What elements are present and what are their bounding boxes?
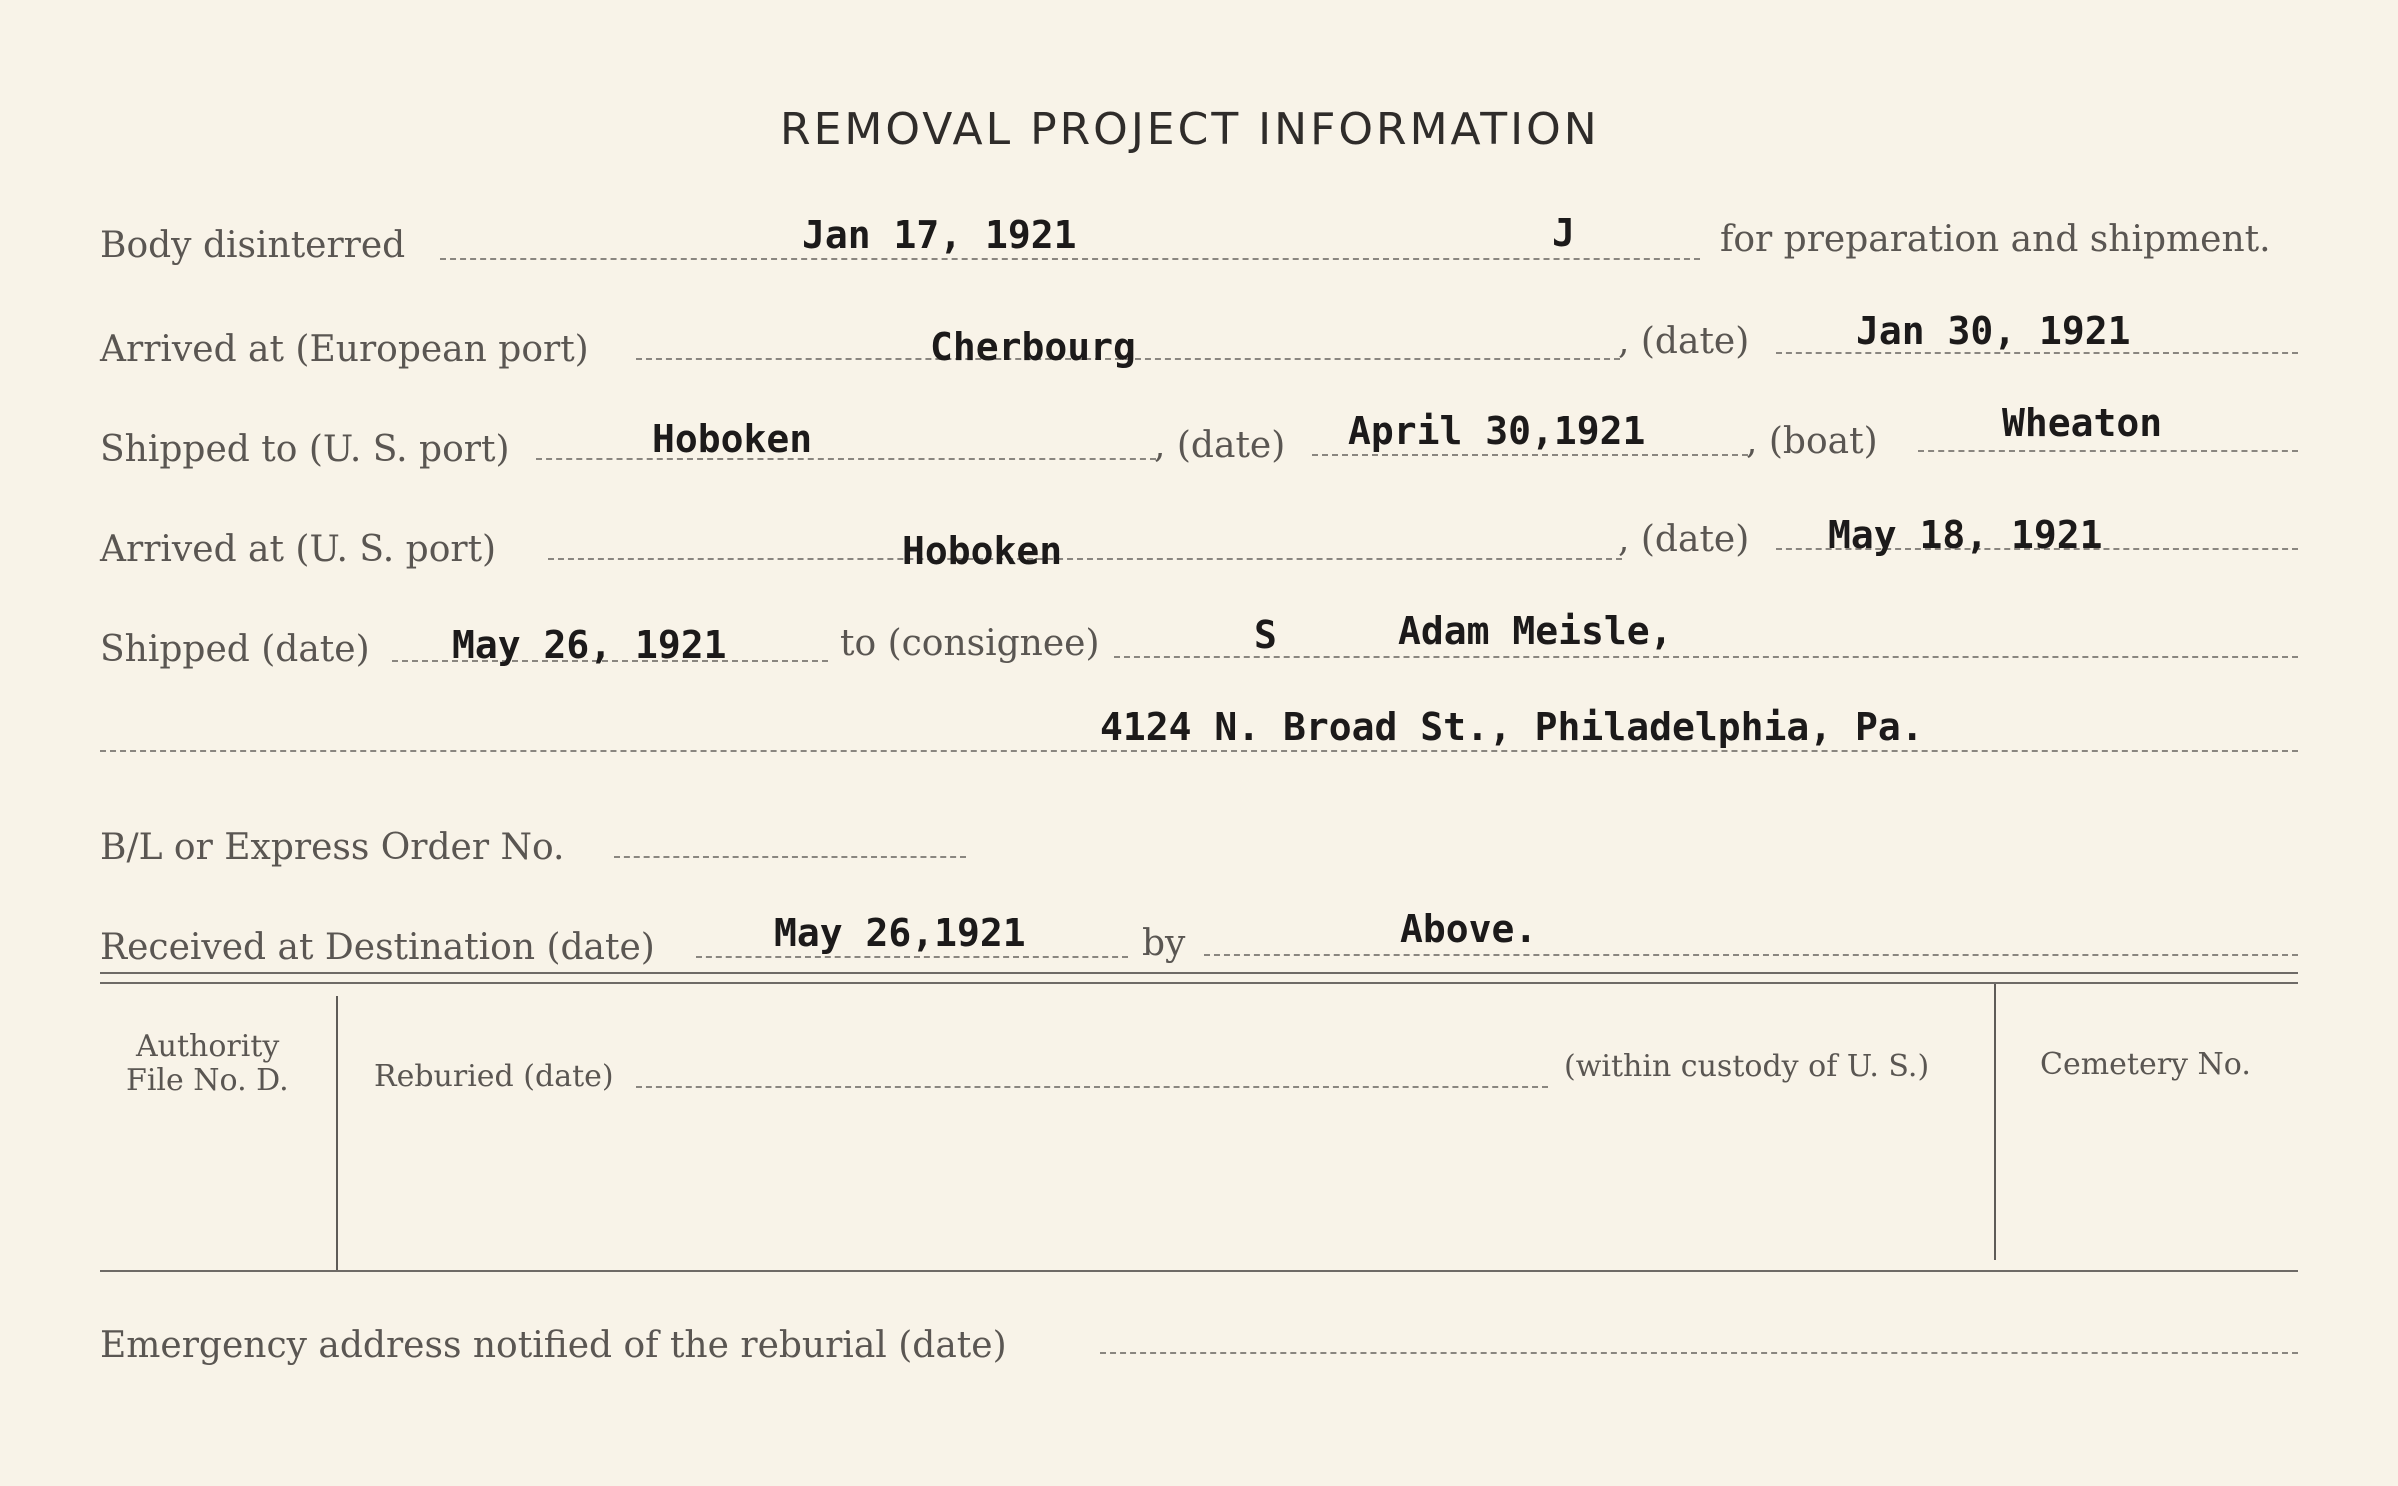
authority-label: Authority: [136, 1029, 280, 1064]
shipped-mark: S: [1254, 613, 1277, 657]
received-by-label: by: [1142, 923, 1186, 964]
shipped-us-boat: Wheaton: [2002, 401, 2163, 445]
received-label: Received at Destination (date): [100, 927, 655, 968]
shipped-us-label: Shipped to (U. S. port): [100, 429, 510, 470]
table-top-rule-1: [100, 972, 2298, 974]
arrived-us-line: [548, 558, 1622, 560]
arrived-european-port: Cherbourg: [930, 325, 1136, 369]
arrived-us-port: Hoboken: [902, 529, 1063, 573]
shipped-us-boat-line: [1918, 450, 2298, 452]
emergency-line: [1100, 1352, 2298, 1354]
arrived-european-date-label: , (date): [1618, 321, 1750, 362]
body-disinterred-mark: J: [1552, 211, 1575, 255]
reburied-line: [636, 1086, 1548, 1088]
arrived-european-date: Jan 30, 1921: [1856, 309, 2131, 353]
table-bottom-rule: [100, 1270, 2298, 1272]
emergency-label: Emergency address notified of the reburial (date): [100, 1325, 1007, 1366]
arrived-us-date: May 18, 1921: [1828, 513, 2103, 557]
table-top-rule-2: [100, 982, 2298, 984]
received-by: Above.: [1400, 907, 1538, 951]
body-disinterred-line: [440, 258, 1700, 260]
reburied-label: Reburied (date): [374, 1059, 614, 1094]
custody-label: (within custody of U. S.): [1564, 1049, 1930, 1084]
cemetery-no-label: Cemetery No.: [2040, 1047, 2251, 1082]
shipped-us-date: April 30,1921: [1348, 409, 1646, 453]
shipped-us-date-line: [1312, 454, 1748, 456]
consignee-address: 4124 N. Broad St., Philadelphia, Pa.: [1100, 705, 1924, 749]
shipped-us-line: [536, 458, 1156, 460]
arrived-us-label: Arrived at (U. S. port): [100, 529, 497, 570]
address-line: [100, 750, 2298, 752]
shipped-consignee: Adam Meisle,: [1398, 609, 1673, 653]
body-disinterred-suffix: for preparation and shipment.: [1720, 219, 2271, 260]
shipped-to-label: to (consignee): [840, 623, 1100, 664]
shipped-date-label: Shipped (date): [100, 629, 370, 670]
shipped-consignee-line: [1114, 656, 2298, 658]
received-date: May 26,1921: [774, 911, 1026, 955]
table-divider-left: [336, 996, 338, 1270]
file-no-label: File No. D.: [126, 1063, 289, 1098]
page-title: REMOVAL PROJECT INFORMATION: [780, 104, 1600, 155]
shipped-us-port: Hoboken: [652, 417, 813, 461]
bl-label: B/L or Express Order No.: [100, 827, 565, 868]
body-disinterred-value: Jan 17, 1921: [802, 213, 1077, 257]
received-date-line: [696, 956, 1128, 958]
shipped-date: May 26, 1921: [452, 623, 727, 667]
received-by-line: [1204, 954, 2298, 956]
arrived-european-label: Arrived at (European port): [100, 329, 589, 370]
bl-line: [614, 856, 966, 858]
arrived-us-date-label: , (date): [1618, 519, 1750, 560]
shipped-us-boat-label: , (boat): [1746, 421, 1878, 462]
table-divider-right: [1994, 984, 1996, 1260]
shipped-us-date-label: , (date): [1154, 425, 1286, 466]
body-disinterred-label: Body disinterred: [100, 225, 406, 266]
